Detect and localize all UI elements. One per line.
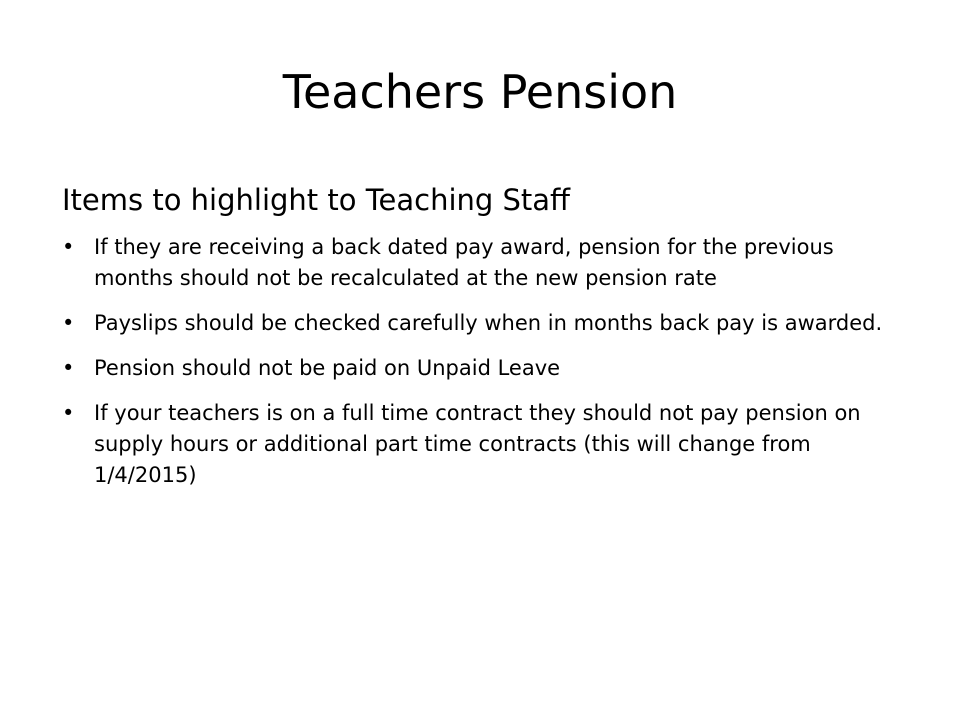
slide-title: Teachers Pension — [282, 65, 678, 119]
bullet-text: If they are receiving a back dated pay award, pension for the previous months should not be recalculated at the new pension rate — [94, 235, 834, 290]
bullet-item — [62, 353, 902, 384]
bullet-text: Payslips should be checked carefully when in months back pay is awarded. — [94, 311, 883, 335]
bullet-icon: • — [62, 401, 75, 425]
bullet-icon: • — [62, 311, 75, 335]
bullet-item — [62, 232, 902, 294]
bullet-item — [62, 398, 902, 491]
bullet-icon: • — [62, 356, 75, 380]
slide-content — [62, 180, 902, 505]
bullet-text: If your teachers is on a full time contract they should not pay pension on supply hours or additional part time contracts (this will change from 1/4/2015) — [94, 401, 861, 487]
subheading: Items to highlight to Teaching Staff — [62, 183, 571, 217]
bullet-item — [62, 308, 902, 339]
bullet-icon: • — [62, 235, 75, 259]
bullet-text: Pension should not be paid on Unpaid Leave — [94, 356, 561, 380]
bullet-list — [62, 232, 902, 491]
